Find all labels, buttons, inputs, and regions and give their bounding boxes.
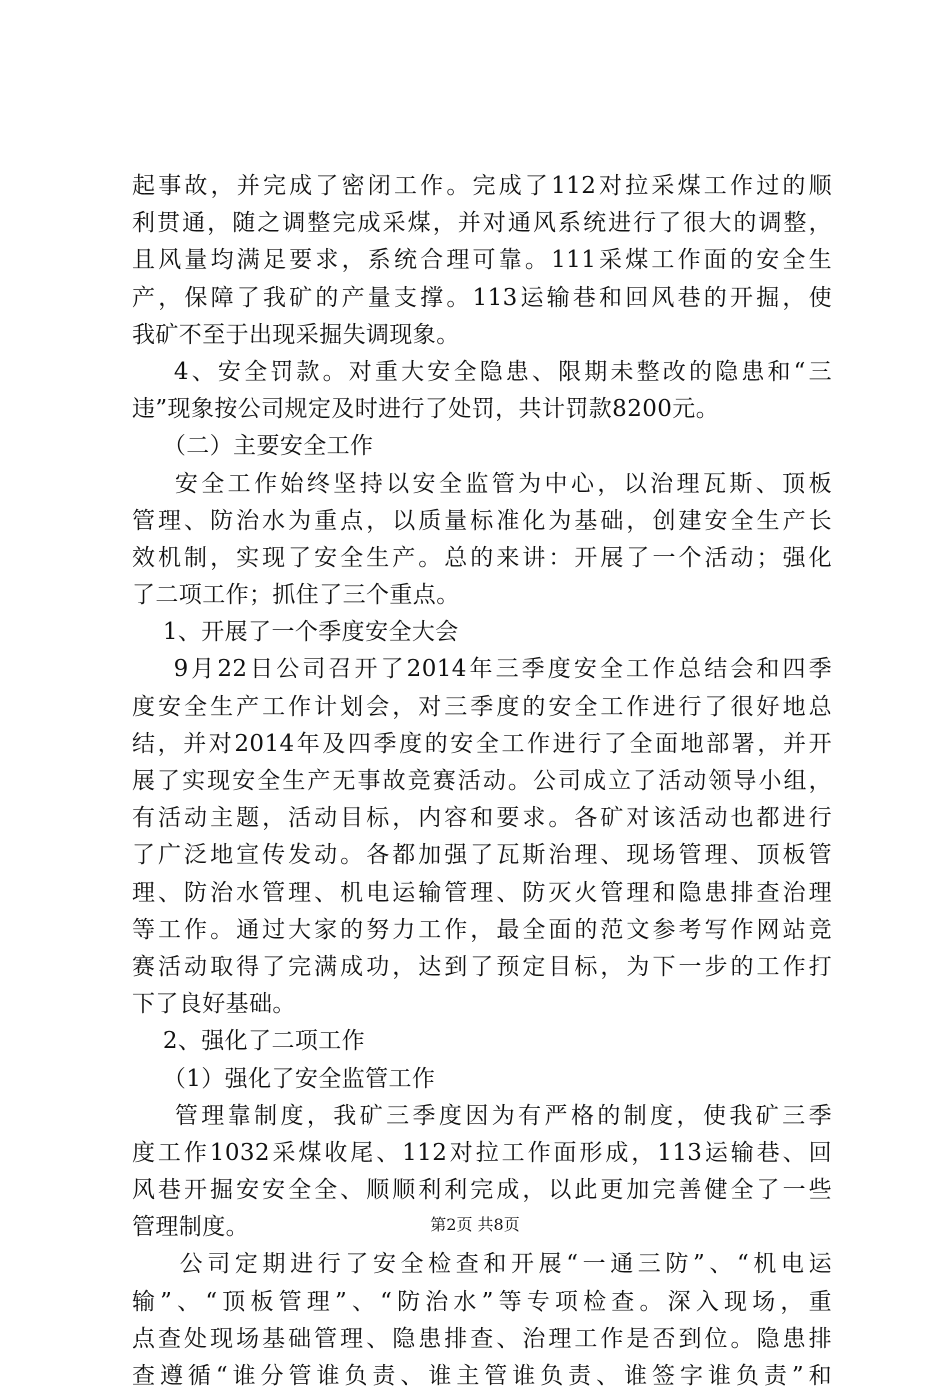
text-line: 点查处现场基础管理、隐患排查、治理工作是否到位。隐患排 (132, 1325, 832, 1352)
text-line: 度安全生产工作计划会，对三季度的安全工作进行了很好地总 (132, 693, 832, 720)
text-line: 且风量均满足要求，系统合理可靠。111采煤工作面的安全生 (132, 247, 832, 274)
text-line: 下了良好基础。 (132, 991, 296, 1018)
text-line: 有活动主题，活动目标，内容和要求。各矿对该活动也都进行 (132, 805, 832, 832)
text-line: 了二项工作；抓住了三个重点。 (132, 582, 460, 609)
text-line: 输”、“顶板管理”、“防治水”等专项检查。深入现场，重 (132, 1288, 832, 1315)
text-line: 9月22日公司召开了2014年三季度安全工作总结会和四季 (132, 656, 832, 683)
text-line: 1、开展了一个季度安全大会 (132, 619, 459, 646)
text-line: 赛活动取得了完满成功，达到了预定目标，为下一步的工作打 (132, 953, 832, 980)
text-line: 度工作1032采煤收尾、112对拉工作面形成，113运输巷、回 (132, 1139, 832, 1166)
text-line: 管理制度。 (132, 1214, 249, 1241)
text-line: （1）强化了安全监管工作 (132, 1065, 436, 1092)
page-footer: 第2页 共8页 (430, 1215, 520, 1234)
text-line: 查遵循“谁分管谁负责、谁主管谁负责、谁签字谁负责”和 (132, 1363, 832, 1389)
document-body (132, 168, 832, 1395)
text-line: 4、安全罚款。对重大安全隐患、限期未整改的隐患和“三 (132, 358, 832, 385)
text-line: 利贯通，随之调整完成采煤，并对通风系统进行了很大的调整， (132, 210, 832, 237)
text-line: 管理、防治水为重点，以质量标准化为基础，创建安全生产长 (132, 507, 832, 534)
text-line: 结，并对2014年及四季度的安全工作进行了全面地部署，并开 (132, 730, 832, 757)
text-line: 风巷开掘安安全全、顺顺利利完成，以此更加完善健全了一些 (132, 1177, 832, 1204)
text-line: 2、强化了二项工作 (132, 1028, 366, 1055)
text-line: 了广泛地宣传发动。各都加强了瓦斯治理、现场管理、顶板管 (132, 842, 832, 869)
text-line: 起事故，并完成了密闭工作。完成了112对拉采煤工作过的顺 (132, 173, 832, 199)
text-line: 我矿不至于出现采掘失调现象。 (132, 321, 460, 348)
text-line: 展了实现安全生产无事故竞赛活动。公司成立了活动领导小组， (132, 768, 832, 794)
text-line: 理、防治水管理、机电运输管理、防灭火管理和隐患排查治理 (132, 879, 832, 906)
text-line: 公司定期进行了安全检查和开展“一通三防”、“机电运 (132, 1251, 832, 1278)
text-line: 效机制，实现了安全生产。总的来讲：开展了一个活动；强化 (132, 544, 832, 571)
text-line: （二）主要安全工作 (132, 433, 374, 460)
text-line: 违”现象按公司规定及时进行了处罚，共计罚款8200元。 (132, 396, 720, 423)
text-line: 等工作。通过大家的努力工作，最全面的范文参考写作网站竞 (132, 916, 832, 943)
text-line: 产，保障了我矿的产量支撑。113运输巷和回风巷的开掘，使 (132, 284, 832, 311)
text-line: 安全工作始终坚持以安全监管为中心，以治理瓦斯、顶板 (132, 470, 832, 497)
text-line: 管理靠制度，我矿三季度因为有严格的制度，使我矿三季 (132, 1102, 832, 1129)
